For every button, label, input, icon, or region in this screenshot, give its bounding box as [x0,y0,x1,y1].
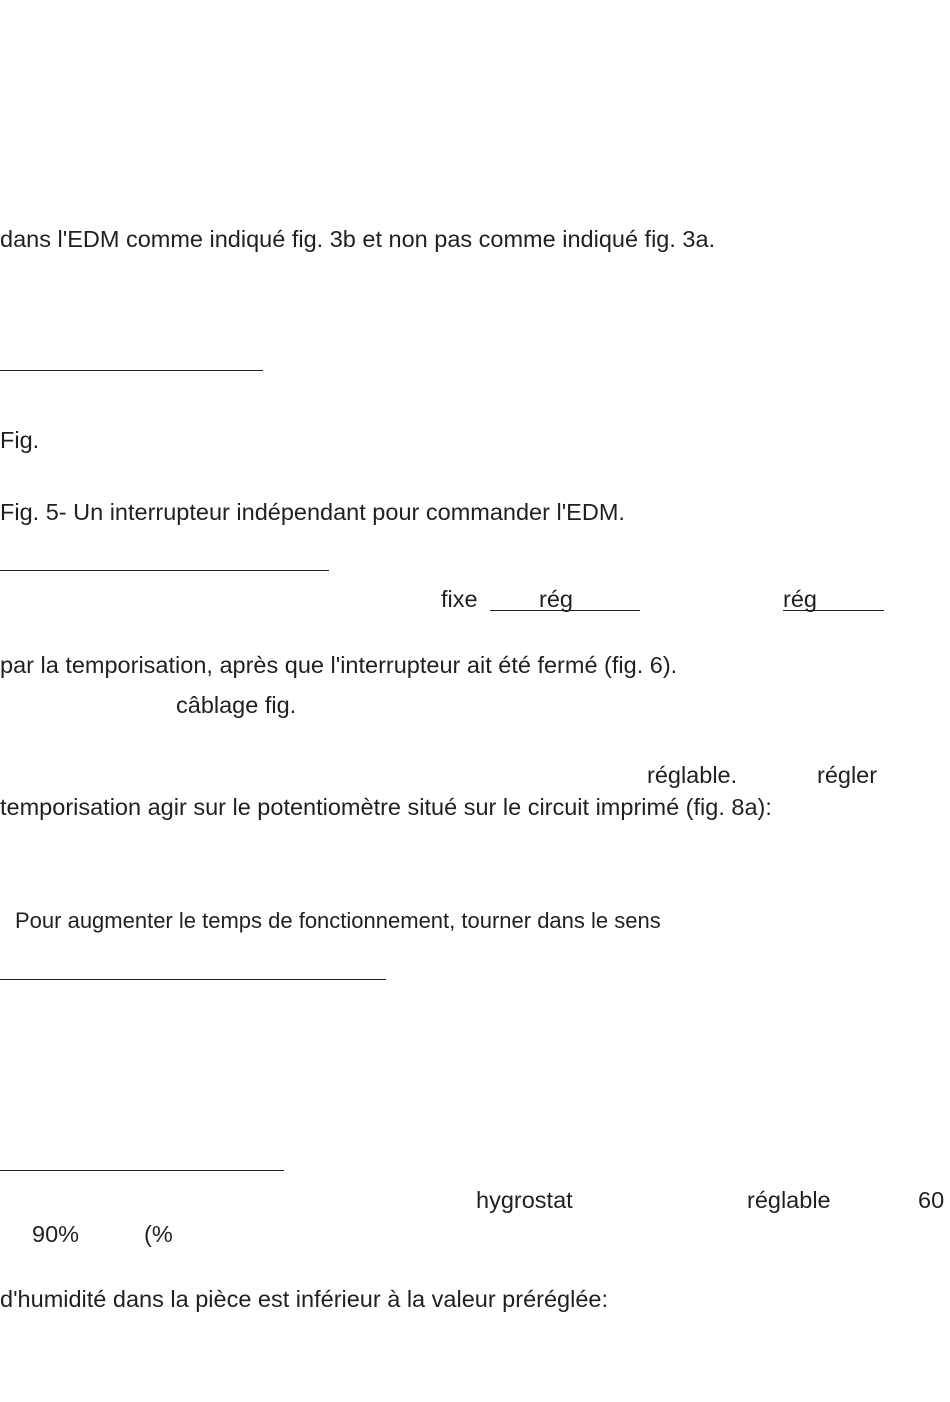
label-fixe: fixe [441,586,478,612]
word-regler: régler [817,762,878,788]
word-hygrostat: hygrostat [476,1187,573,1213]
paragraph-line-augmenter: Pour augmenter le temps de fonctionnement, tourner dans le sens [15,908,661,933]
word-reglable-2: réglable [747,1187,831,1213]
text-paren-percent: (% [144,1221,173,1247]
value-90-percent: 90% [32,1221,80,1247]
paragraph-line-temporisation: par la temporisation, après que l'interrupteur ait été fermé (fig. 6). [0,652,678,678]
paragraph-line-cablage: câblage fig. [176,692,297,718]
paragraph-line-fig3: dans l'EDM comme indiqué fig. 3b et non pas comme indiqué fig. 3a. [0,226,716,252]
section-rule-4 [0,1170,284,1171]
value-60: 60 [918,1187,945,1213]
figure-caption-fig5: Fig. 5- Un interrupteur indépendant pour commander l'EDM. [0,499,625,525]
section-rule-3 [0,979,386,980]
section-rule-1 [0,370,263,371]
word-reglable: réglable. [647,762,738,788]
label-reg-1: rég [539,586,573,612]
label-reg-2: rég [783,586,817,612]
figure-caption-fig: Fig. [0,427,40,453]
section-rule-2 [0,570,329,571]
paragraph-line-potentiometre: temporisation agir sur le potentiomètre situé sur le circuit imprimé (fig. 8a): [0,794,772,820]
paragraph-line-humidite: d'humidité dans la pièce est inférieur à la valeur préréglée: [0,1286,609,1312]
